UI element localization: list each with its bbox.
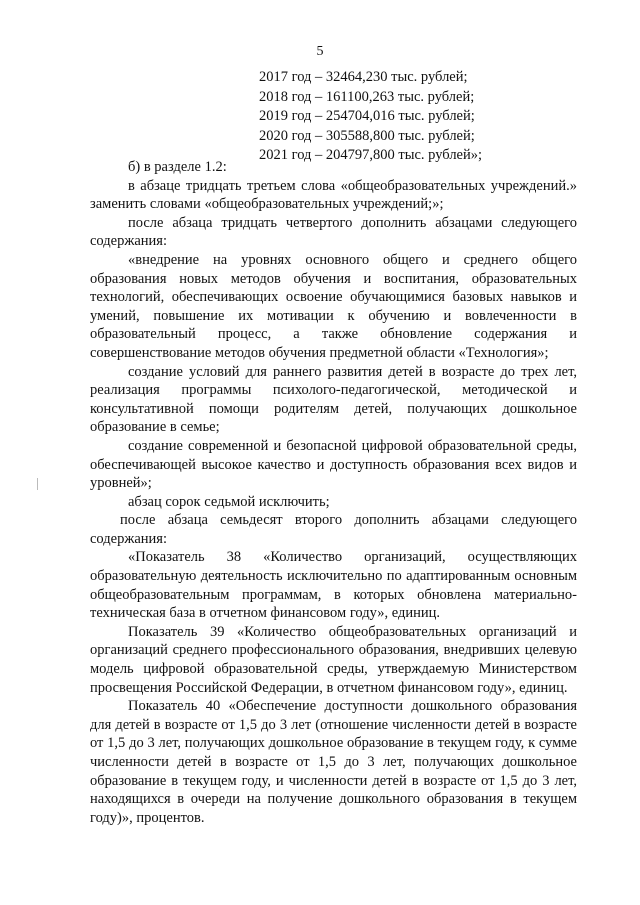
section-heading: б) в разделе 1.2: <box>128 159 227 175</box>
page-number: 5 <box>316 44 324 59</box>
budget-line-2021: 2021 год – 204797,800 тыс. рублей»; <box>259 147 483 164</box>
indicator-38: «Показатель 38 «Количество организаций, осуществляющих образовательную деятельность исключительно по адаптированным основным общеобразовательным программам, в которых обновлена материально-техническая база в отчетном финансовом году», единиц. <box>90 549 577 622</box>
paragraph-new-methods: «внедрение на уровнях основного общего и среднего общего образования новых методов обучения и воспитания, образовательных технологий, обеспечивающих освоение обучающимися базовых навыков и умений, повышение их мотивации к обучению и вовлеченности в образовательный процесс, а также обновление содержания и совершенствование методов обучения предметной области «Технология»; <box>90 251 577 361</box>
indicator-40: Показатель 40 «Обеспечение доступности дошкольного образования для детей в возрасте от 1,5 до 3 лет (отношение численности детей в возрасте от 1,5 до 3 лет, получающих дошкольное образование в текущем году, к сумме численности детей в возрасте от 1,5 до 3 лет, получающих дошкольное образование в текущем году, и численности детей в возрасте от 1,5 до 3 лет, находящихся в очереди на получение дошкольного образования в текущем году)», процентов. <box>90 698 577 826</box>
paragraph-exclude-47: абзац сорок седьмой исключить; <box>128 493 330 510</box>
budget-line-2020: 2020 год – 305588,800 тыс. рублей; <box>259 127 475 144</box>
paragraph-digital-environment: создание современной и безопасной цифровой образовательной среды, обеспечивающей высокое качество и доступность образования всех видов и уровней»; <box>90 437 577 492</box>
document-body <box>90 158 577 827</box>
paragraph-after-34: после абзаца тридцать четвертого дополнить абзацами следующего содержания: <box>90 214 577 250</box>
budget-line-2018: 2018 год – 161100,263 тыс. рублей; <box>259 88 475 105</box>
margin-mark <box>37 478 38 490</box>
budget-list <box>259 68 482 166</box>
paragraph-after-72: после абзаца семьдесят второго дополнить абзацами следующего содержания: <box>90 512 577 547</box>
paragraph-amendment-33: в абзаце тридцать третьем слова «общеобразовательных учреждений.» заменить словами «общеобразовательных учреждений;»; <box>90 177 577 213</box>
budget-line-2017: 2017 год – 32464,230 тыс. рублей; <box>259 69 468 85</box>
paragraph-early-development: создание условий для раннего развития детей в возрасте до трех лет, реализация программы психолого-педагогической, методической и консультативной помощи родителям детей, получающих дошкольное образование в семье; <box>90 363 577 436</box>
indicator-39: Показатель 39 «Количество общеобразовательных организаций и организаций среднего профессионального образования, внедривших целевую модель цифровой образовательной среды, утверждаемую Министерством просвещения Российской Федерации, в отчетном финансовом году», единиц. <box>90 623 577 696</box>
budget-line-2019: 2019 год – 254704,016 тыс. рублей; <box>259 108 475 125</box>
